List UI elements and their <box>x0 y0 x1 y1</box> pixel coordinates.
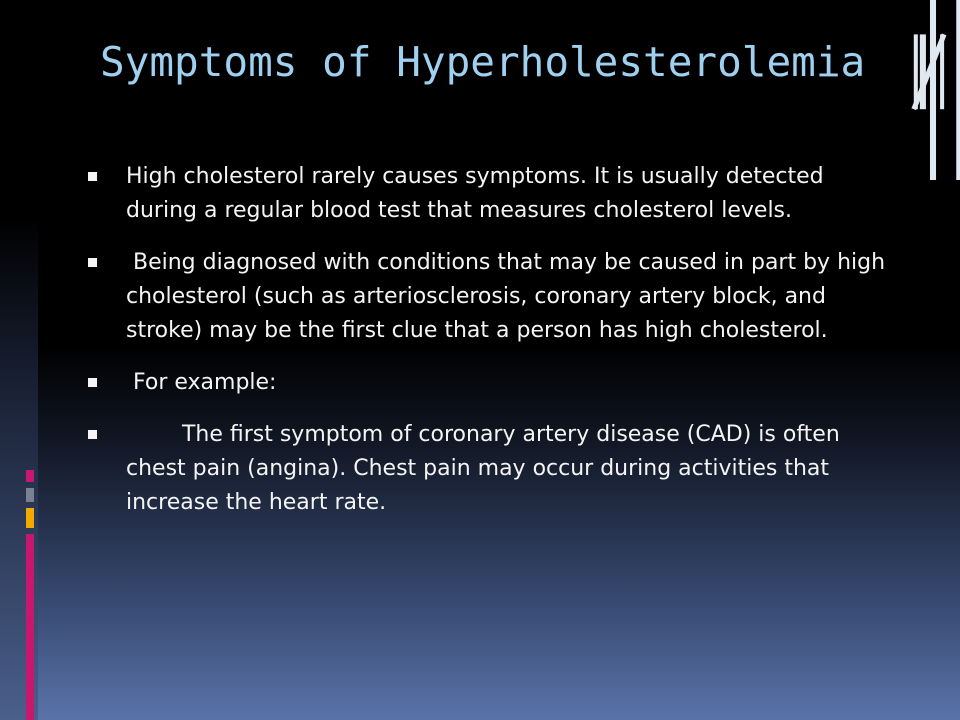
square-bullet-icon <box>88 378 97 387</box>
accent-bar-pink-bottom <box>26 534 34 720</box>
accent-bar-gray <box>26 488 34 502</box>
bullet-text: The first symptom of coronary artery disease (CAD) is often chest pain (angina). Chest pain may occur during activities that increase the heart rate. <box>126 422 847 515</box>
square-bullet-icon <box>88 430 97 439</box>
square-bullet-icon <box>88 172 97 181</box>
square-bullet-icon <box>88 258 97 267</box>
bullet-item <box>88 418 888 520</box>
bullet-item <box>88 366 888 400</box>
bullet-text: For example: <box>126 370 277 395</box>
bullet-text: High cholesterol rarely causes symptoms. It is usually detected during a regular blood test that measures cholesterol levels. <box>126 164 831 223</box>
accent-bar-pink-top <box>26 470 34 482</box>
bullet-text: Being diagnosed with conditions that may be caused in part by high cholesterol (such as arteriosclerosis, coronary artery block, and stroke) may be the first clue that a person has high cholesterol. <box>126 250 893 343</box>
accent-bar-yellow <box>26 508 34 528</box>
bullet-item <box>88 246 893 348</box>
bullet-list <box>88 160 893 538</box>
slide-title: Symptoms of Hyperholesterolemia <box>100 38 866 86</box>
bullet-item <box>88 160 888 228</box>
